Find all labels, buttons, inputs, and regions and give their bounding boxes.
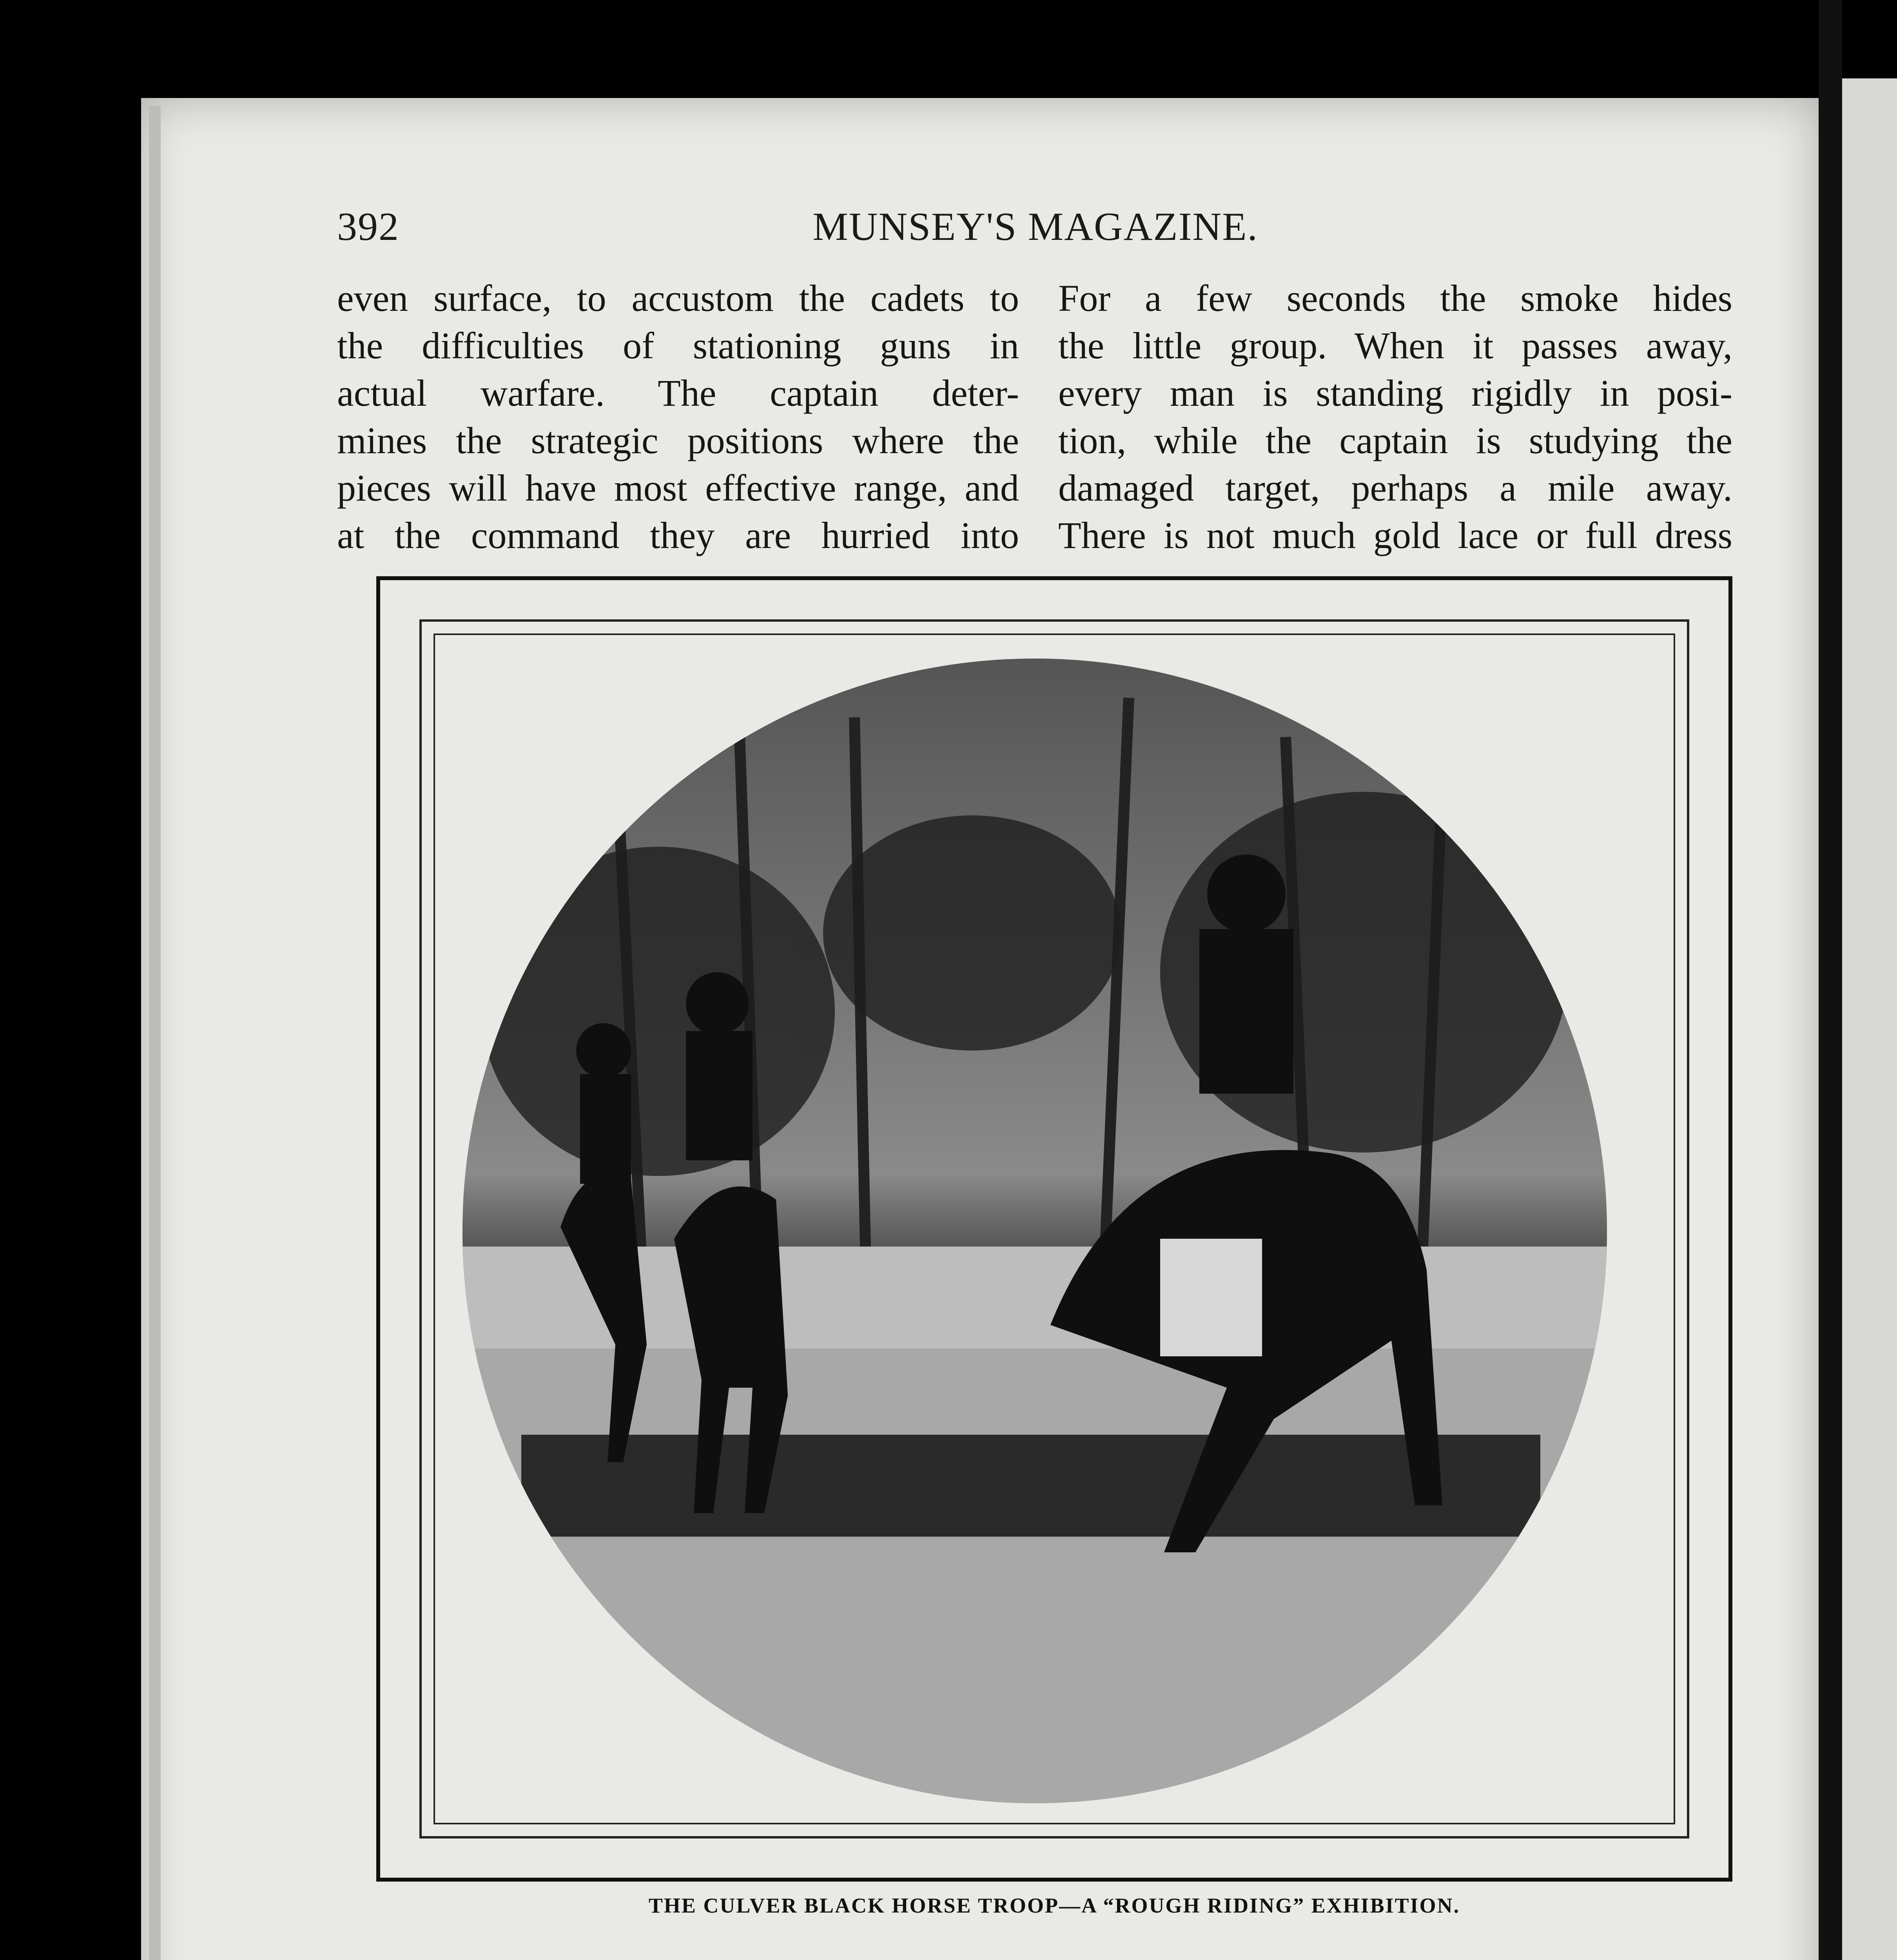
column-top-right bbox=[1058, 274, 1732, 559]
photo-illustration bbox=[462, 659, 1607, 1803]
page-number: 392 bbox=[337, 205, 399, 249]
running-head bbox=[337, 196, 1258, 259]
text-line: actual warfare. The captain deter- bbox=[337, 372, 1019, 414]
text-line: mines the strategic positions where the bbox=[337, 419, 1019, 461]
scan-gutter bbox=[1819, 0, 1842, 1960]
text-line: pieces will have most effective range, and bbox=[337, 467, 1019, 509]
facing-page-edge bbox=[1842, 78, 1897, 1960]
text-line: tion, while the captain is studying the bbox=[1058, 419, 1732, 461]
horse-troop-photo bbox=[462, 659, 1607, 1803]
text-line: There is not much gold lace or full dress bbox=[1058, 514, 1732, 556]
text-line: the difficulties of stationing guns in bbox=[337, 325, 1019, 367]
text-line: even surface, to accustom the cadets to bbox=[337, 277, 1019, 319]
text-line: the little group. When it passes away, bbox=[1058, 325, 1732, 367]
text-line: every man is standing rigidly in posi- bbox=[1058, 372, 1732, 414]
column-top-left bbox=[337, 274, 1019, 559]
text-line: damaged target, perhaps a mile away. bbox=[1058, 467, 1732, 509]
text-line: at the command they are hurried into bbox=[337, 514, 1019, 556]
figure-caption: THE CULVER BLACK HORSE TROOP—A “ROUGH RIDING” EXHIBITION. bbox=[648, 1894, 1460, 1917]
page-binding-edge bbox=[149, 106, 161, 1960]
text-line: For a few seconds the smoke hides bbox=[1058, 277, 1732, 319]
magazine-title: MUNSEY'S MAGAZINE. bbox=[812, 205, 1258, 249]
